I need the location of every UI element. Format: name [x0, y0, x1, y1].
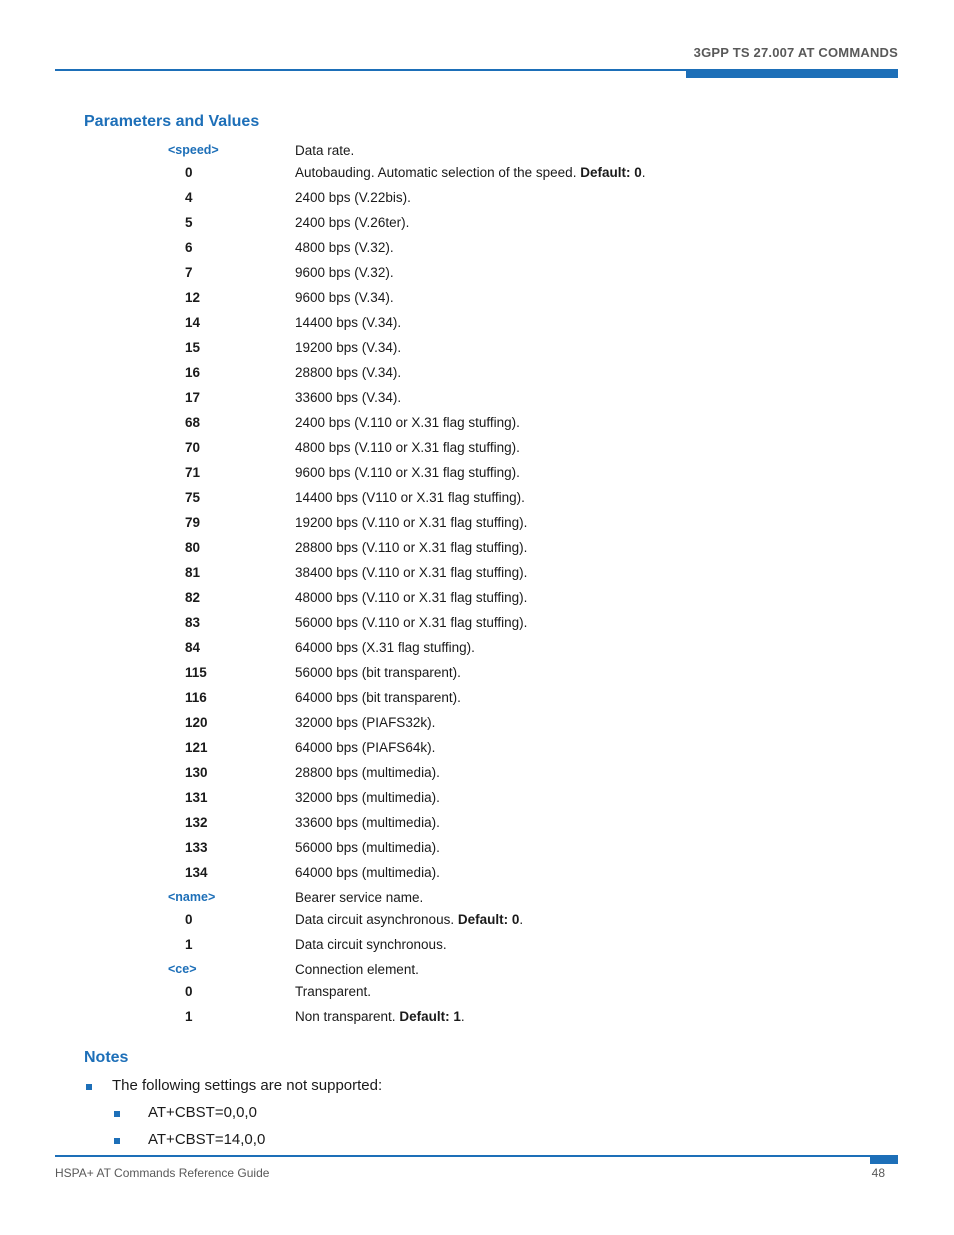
- value-row: [0, 763, 954, 788]
- description: [295, 1009, 465, 1024]
- description: [295, 937, 447, 952]
- description-text: 9600 bps (V.110 or X.31 flag stuffing).: [295, 465, 520, 480]
- footer-rule: [55, 1155, 898, 1157]
- default-label: Default: 0: [580, 165, 642, 180]
- description: [295, 390, 401, 405]
- default-label: Default: 0: [457, 912, 520, 927]
- value-code: 12: [185, 290, 201, 305]
- value-row: [0, 838, 954, 863]
- running-header-title: 3GPP TS 27.007 AT COMMANDS: [693, 45, 898, 60]
- value-code: 1: [185, 937, 193, 952]
- value-code: 133: [185, 840, 208, 855]
- description-text: 64000 bps (multimedia).: [295, 865, 440, 880]
- description: [295, 143, 354, 158]
- description: [295, 415, 520, 430]
- value-row: [0, 363, 954, 388]
- value-row: [0, 188, 954, 213]
- value-row: [0, 1007, 954, 1032]
- description: [295, 790, 440, 805]
- notes-list: [0, 1075, 954, 1156]
- parameter-name: <ce>: [168, 962, 197, 976]
- parameter-row: [0, 888, 954, 910]
- description: [295, 962, 419, 977]
- description-text: 2400 bps (V.26ter).: [295, 215, 410, 230]
- value-row: [0, 238, 954, 263]
- trailing-punctuation: .: [641, 165, 646, 180]
- value-row: [0, 738, 954, 763]
- value-row: [0, 488, 954, 513]
- value-code: 121: [185, 740, 208, 755]
- description-text: Transparent.: [295, 984, 372, 999]
- value-code: 7: [185, 265, 193, 280]
- description-text: 56000 bps (V.110 or X.31 flag stuffing).: [295, 615, 528, 630]
- description-text: 14400 bps (V.34).: [295, 315, 402, 330]
- description-text: Bearer service name.: [295, 890, 424, 905]
- description-text: Data circuit synchronous.: [295, 937, 447, 952]
- description: [295, 715, 435, 730]
- value-code: 81: [185, 565, 201, 580]
- description: [295, 565, 527, 580]
- note-text: The following settings are not supported:: [112, 1077, 383, 1094]
- description: [295, 265, 394, 280]
- value-row: [0, 588, 954, 613]
- value-row: [0, 338, 954, 363]
- square-bullet-icon: [86, 1084, 92, 1090]
- value-row: [0, 513, 954, 538]
- value-code: 0: [185, 912, 193, 927]
- default-label: Default: 1: [399, 1009, 461, 1024]
- header-accent-block: [686, 69, 898, 78]
- description: [295, 215, 409, 230]
- description-text: 9600 bps (V.34).: [295, 290, 394, 305]
- trailing-punctuation: .: [519, 912, 524, 927]
- description: [295, 640, 475, 655]
- description-text: 33600 bps (multimedia).: [295, 815, 440, 830]
- value-row: [0, 910, 954, 935]
- description: [295, 290, 394, 305]
- value-row: [0, 688, 954, 713]
- description: [295, 340, 401, 355]
- description-text: Autobauding. Automatic selection of the speed.: [295, 165, 577, 180]
- value-row: [0, 313, 954, 338]
- value-row: [0, 935, 954, 960]
- description-text: 19200 bps (V.34).: [295, 340, 402, 355]
- value-code: 75: [185, 490, 201, 505]
- value-row: [0, 663, 954, 688]
- value-row: [0, 263, 954, 288]
- value-code: 1: [185, 1009, 193, 1024]
- description-text: 9600 bps (V.32).: [295, 265, 394, 280]
- value-code: 83: [185, 615, 201, 630]
- note-item: [0, 1129, 954, 1156]
- description: [295, 815, 440, 830]
- value-code: 130: [185, 765, 208, 780]
- description: [295, 890, 423, 905]
- description: [295, 190, 411, 205]
- note-item: [0, 1102, 954, 1129]
- value-code: 5: [185, 215, 193, 230]
- value-row: [0, 613, 954, 638]
- notes-heading: Notes: [84, 1049, 129, 1066]
- value-code: 134: [185, 865, 208, 880]
- square-bullet-icon: [114, 1111, 120, 1117]
- description: [295, 615, 527, 630]
- description-text: 33600 bps (V.34).: [295, 390, 402, 405]
- description-text: 32000 bps (multimedia).: [295, 790, 440, 805]
- value-code: 120: [185, 715, 208, 730]
- value-code: 0: [185, 165, 193, 180]
- value-row: [0, 538, 954, 563]
- note-text: AT+CBST=0,0,0: [148, 1104, 257, 1121]
- value-row: [0, 563, 954, 588]
- description-text: 56000 bps (multimedia).: [295, 840, 440, 855]
- value-code: 4: [185, 190, 193, 205]
- description: [295, 665, 461, 680]
- description: [295, 690, 461, 705]
- value-row: [0, 813, 954, 838]
- description-text: 28800 bps (V.34).: [295, 365, 402, 380]
- value-code: 116: [185, 690, 207, 705]
- description-text: 32000 bps (PIAFS32k).: [295, 715, 436, 730]
- note-item: [0, 1075, 954, 1102]
- value-code: 71: [185, 465, 201, 480]
- description-text: 48000 bps (V.110 or X.31 flag stuffing).: [295, 590, 528, 605]
- value-code: 15: [185, 340, 201, 355]
- value-row: [0, 213, 954, 238]
- description-text: Data rate.: [295, 143, 355, 158]
- description: [295, 765, 440, 780]
- trailing-punctuation: .: [460, 1009, 465, 1024]
- value-code: 131: [185, 790, 208, 805]
- description: [295, 740, 435, 755]
- description-text: 2400 bps (V.110 or X.31 flag stuffing).: [295, 415, 520, 430]
- value-row: [0, 288, 954, 313]
- parameter-row: [0, 960, 954, 982]
- description-text: 4800 bps (V.110 or X.31 flag stuffing).: [295, 440, 520, 455]
- value-code: 68: [185, 415, 201, 430]
- description: [295, 540, 527, 555]
- description: [295, 865, 440, 880]
- value-code: 70: [185, 440, 201, 455]
- parameter-name: <speed>: [168, 143, 219, 157]
- parameter-name: <name>: [168, 890, 216, 904]
- description: [295, 315, 401, 330]
- value-row: [0, 388, 954, 413]
- description-text: 19200 bps (V.110 or X.31 flag stuffing).: [295, 515, 528, 530]
- value-code: 132: [185, 815, 208, 830]
- parameters-heading: Parameters and Values: [84, 113, 260, 130]
- description-text: 28800 bps (multimedia).: [295, 765, 440, 780]
- note-text: AT+CBST=14,0,0: [148, 1131, 266, 1148]
- description-text: 64000 bps (X.31 flag stuffing).: [295, 640, 475, 655]
- description-text: 64000 bps (PIAFS64k).: [295, 740, 436, 755]
- value-code: 82: [185, 590, 201, 605]
- value-row: [0, 982, 954, 1007]
- value-code: 14: [185, 315, 201, 330]
- value-code: 16: [185, 365, 201, 380]
- value-row: [0, 163, 954, 188]
- value-row: [0, 713, 954, 738]
- description-text: 64000 bps (bit transparent).: [295, 690, 461, 705]
- value-code: 79: [185, 515, 201, 530]
- parameter-row: [0, 141, 954, 163]
- footer-accent-block: [870, 1155, 898, 1164]
- value-row: [0, 438, 954, 463]
- description: [295, 165, 646, 180]
- page-number: 48: [871, 1166, 885, 1180]
- value-row: [0, 463, 954, 488]
- description: [295, 365, 401, 380]
- description: [295, 240, 394, 255]
- description-text: Connection element.: [295, 962, 419, 977]
- description-text: 14400 bps (V110 or X.31 flag stuffing).: [295, 490, 525, 505]
- description: [295, 515, 527, 530]
- description: [295, 440, 520, 455]
- value-row: [0, 788, 954, 813]
- description-text: 4800 bps (V.32).: [295, 240, 394, 255]
- description-text: 2400 bps (V.22bis).: [295, 190, 411, 205]
- value-code: 0: [185, 984, 193, 999]
- square-bullet-icon: [114, 1138, 120, 1144]
- description: [295, 912, 523, 927]
- value-row: [0, 413, 954, 438]
- description: [295, 465, 520, 480]
- value-code: 80: [185, 540, 201, 555]
- value-row: [0, 638, 954, 663]
- value-code: 115: [185, 665, 207, 680]
- description-text: 28800 bps (V.110 or X.31 flag stuffing).: [295, 540, 528, 555]
- description-text: Non transparent.: [295, 1009, 396, 1024]
- description: [295, 590, 527, 605]
- description-text: 38400 bps (V.110 or X.31 flag stuffing).: [295, 565, 528, 580]
- description: [295, 984, 371, 999]
- value-code: 6: [185, 240, 193, 255]
- value-code: 84: [185, 640, 201, 655]
- description-text: Data circuit asynchronous.: [295, 912, 455, 927]
- description-text: 56000 bps (bit transparent).: [295, 665, 461, 680]
- description: [295, 490, 525, 505]
- description: [295, 840, 440, 855]
- parameters-table: [0, 141, 954, 1032]
- value-row: [0, 863, 954, 888]
- footer-document-title: HSPA+ AT Commands Reference Guide: [55, 1166, 270, 1180]
- value-code: 17: [185, 390, 201, 405]
